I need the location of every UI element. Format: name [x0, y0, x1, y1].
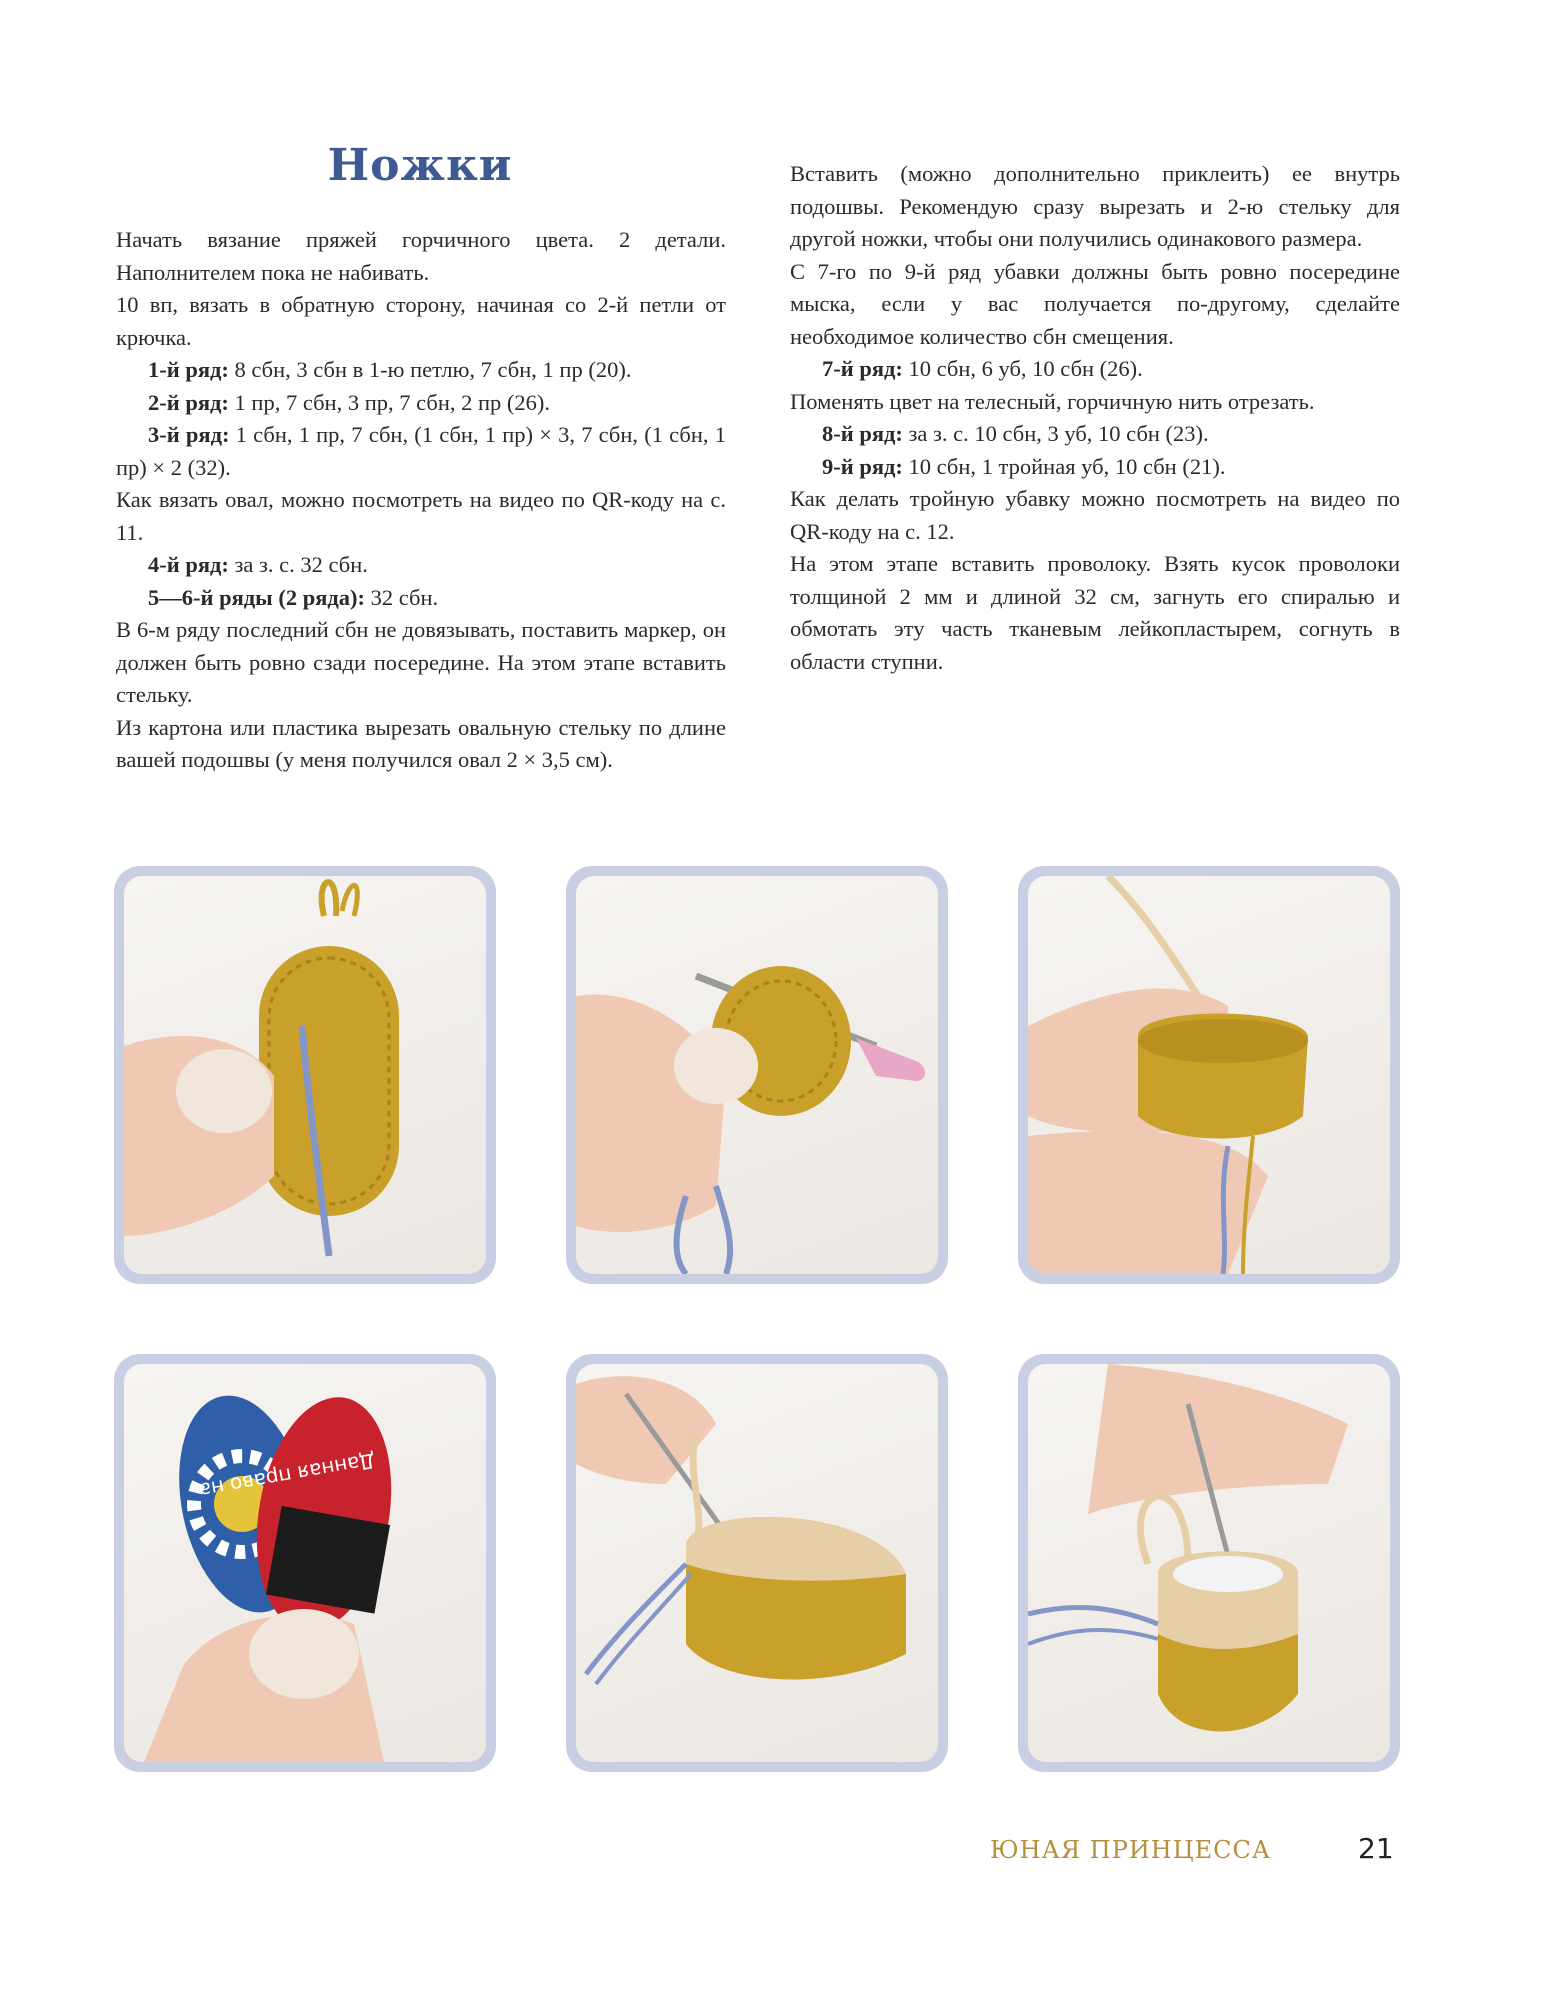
row-label: 1-й ряд: [148, 357, 229, 382]
paragraph: С 7-го по 9-й ряд убавки должны быть ровно посередине мыска, если у вас получается по-другому, сделайте необходимое количество сбн смещения. [790, 258, 1400, 349]
left-text-column [116, 224, 726, 777]
photo-oval-sole [114, 866, 496, 1284]
row-text: 10 сбн, 6 уб, 10 сбн (26). [902, 356, 1143, 381]
photo-cardboard-insoles [114, 1354, 496, 1772]
row-instruction [116, 419, 726, 484]
row-text: за з. с. 32 сбн. [228, 552, 368, 577]
paragraph: На этом этапе вставить проволоку. Взять кусок проволоки толщиной 2 мм и длиной 32 см, загнуть его спиралью и обмотать эту часть тканевым лейкопластырем, согнуть в области ступни. [790, 551, 1400, 674]
row-instruction [116, 354, 726, 387]
photo-sole-cup [1018, 866, 1400, 1284]
paragraph: Как вязать овал, можно посмотреть на видео по QR-коду на с. 11. [116, 487, 726, 545]
row-label: 8-й ряд: [822, 421, 903, 446]
photo-wire-insert [1018, 1354, 1400, 1772]
sole-cup-illustration [1028, 876, 1390, 1274]
row-instruction [790, 451, 1400, 484]
row-instruction [790, 353, 1400, 386]
photo-beige-yarn [566, 1354, 948, 1772]
oval-sole-illustration [124, 876, 486, 1274]
row-label: 3-й ряд: [148, 422, 230, 447]
row-label: 4-й ряд: [148, 552, 229, 577]
paragraph: Из картона или пластика вырезать овальную стельку по длине вашей подошвы (у меня получился овал 2 × 3,5 см). [116, 714, 726, 772]
row-text: 1 пр, 7 сбн, 3 пр, 7 сбн, 2 пр (26). [228, 389, 551, 415]
paragraph: Вставить (можно дополнительно приклеить) ее внутрь подошвы. Рекомендую сразу вырезать и 2-ю стельку для другой ножки, чтобы они получились одинакового размера. [790, 161, 1400, 251]
photo-crochet-hook [566, 866, 948, 1284]
book-title: ЮНАЯ ПРИНЦЕССА [990, 1836, 1272, 1864]
row-instruction [790, 418, 1400, 451]
row-label: 2-й ряд: [148, 389, 229, 415]
right-text-column [790, 158, 1400, 678]
cardboard-insoles-illustration [124, 1364, 486, 1762]
page-number: 21 [1358, 1832, 1394, 1865]
row-label: 9-й ряд: [822, 453, 903, 479]
card-text: Данная право на [197, 1448, 378, 1503]
row-text: 10 сбн, 1 тройная уб, 10 сбн (21). [902, 453, 1226, 479]
photo-grid [114, 866, 1400, 1772]
row-label: 7-й ряд: [822, 356, 903, 381]
row-text: за з. с. 10 сбн, 3 уб, 10 сбн (23). [902, 421, 1209, 446]
page-title: Ножки [327, 140, 513, 191]
row-label: 5—6-й ряды (2 ряда): [148, 584, 366, 610]
wire-insert-illustration [1028, 1364, 1390, 1762]
row-instruction [116, 582, 726, 615]
paragraph: Начать вязание пряжей горчичного цвета. 2 детали. Наполнителем пока не набивать. [116, 227, 726, 285]
paragraph: 10 вп, вязать в обратную сторону, начиная со 2-й петли от крючка. [116, 292, 726, 350]
row-text: 1 сбн, 1 пр, 7 сбн, (1 сбн, 1 пр) × 3, 7 сбн, (1 сбн, 1 пр) × 2 (32). [116, 422, 726, 480]
row-instruction [116, 549, 726, 582]
paragraph: Поменять цвет на телесный, горчичную нить отрезать. [790, 388, 1315, 414]
row-instruction [116, 387, 726, 420]
crochet-hook-illustration [576, 876, 938, 1274]
paragraph: Как делать тройную убавку можно посмотреть на видео по QR-коду на с. 12. [790, 486, 1400, 544]
beige-yarn-illustration [576, 1364, 938, 1762]
row-text: 32 сбн. [365, 584, 439, 610]
paragraph: В 6-м ряду последний сбн не довязывать, поставить маркер, он должен быть ровно сзади посередине. На этом этапе вставить стельку. [116, 617, 726, 707]
row-text: 8 сбн, 3 сбн в 1-ю петлю, 7 сбн, 1 пр (20). [228, 357, 632, 382]
